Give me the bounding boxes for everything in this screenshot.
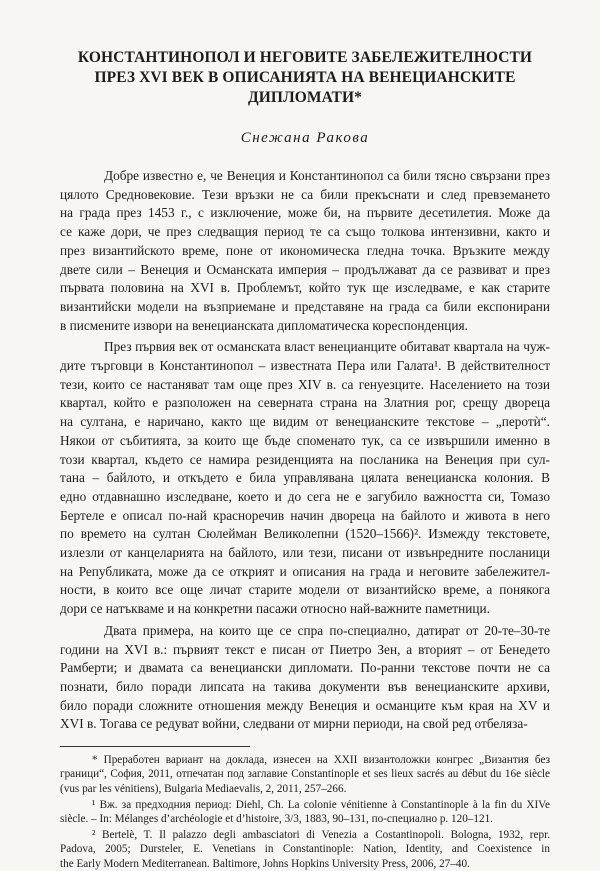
text-line: в писмените извори на венецианската дипломатическа кореспонденция. <box>60 317 468 333</box>
article-body <box>60 167 550 734</box>
footnote-line: ² Bertelè, T. Il palazzo degli ambasciatori di Venezia a Costantinopoli. Bologna, 1932, repr. <box>92 829 550 842</box>
text-line: XVI в. Тогава се редуват войни, следвани от мирни периоди, на свой ред отбеляза- <box>60 716 528 732</box>
footnote-divider <box>60 746 250 747</box>
text-line: се каже дори, че през следващия период те са също толкова интензивни, както и <box>60 224 550 240</box>
text-line: през византийското време, поне от икономическа гледна точка. Връзките между <box>60 242 550 258</box>
text-line: на султана, е наричано, както ще видим от венецианските текстове – „перотѝ“. <box>60 414 550 430</box>
footnotes <box>60 753 550 871</box>
footnote-0 <box>60 753 550 796</box>
text-line: излезли от канцеларията на байлото, или тези, писани от извънредните посланици <box>60 545 550 561</box>
text-line: било поради сложните отношения между Венеция и османците към края на XV и <box>60 697 550 713</box>
footnote-line: Padova, 2005; Dursteler, E. Venetians in Constantinople: Nation, Identity, and Coexistence in <box>60 843 550 856</box>
text-line: Бертеле е описал по-най красноречив начин двореца на байлото и живота в него <box>60 507 550 523</box>
text-line: на Републиката, може да се открият и описания на града и неговите забележител- <box>60 563 550 579</box>
text-line: Рамберти; и двамата са венециански дипломати. По-ранни текстове почти не са <box>60 660 550 676</box>
text-line: едно отдавнашно изследване, което и до сега не е загубило важността си, Томазо <box>60 488 550 504</box>
text-line: дите търговци в Константинопол – известната Пера или Галата¹. В действителност <box>60 358 550 374</box>
footnote-line: * Преработен вариант на доклада, изнесен на XXII византоложки конгрес „Византия без <box>92 754 550 767</box>
footnote-1 <box>60 798 550 826</box>
text-line: по времето на султан Сюлейман Великолепни (1520–1566)². Измежду текстовете, <box>60 526 550 542</box>
author-name: Снежана Ракова <box>240 130 370 146</box>
text-line: византийски модели на възприемане и представяне на града са били експонирани <box>60 298 550 314</box>
text-line: тана – байлото, и откъдето е била управлявана цялата венецианска колония. В <box>60 470 550 486</box>
text-line: познати, било поради липсата на такива документи във венецианските архиви, <box>60 678 550 694</box>
title-line-1: КОНСТАНТИНОПОЛ И НЕГОВИТЕ ЗАБЕЛЕЖИТЕЛНОСТИ <box>77 49 533 66</box>
text-line: двете сили – Венеция и Османската империя – продължават да се развиват и през <box>60 261 550 277</box>
footnote-line: ¹ Вж. за предходния период: Diehl, Ch. La colonie vénitienne à Constantinople à la fin du XIVe <box>92 798 550 811</box>
text-line: първата половина на XVI в. Проблемът, който тук ще изследваме, е как старите <box>60 280 550 296</box>
title-line-2: ПРЕЗ XVI ВЕК В ОПИСАНИЯТА НА ВЕНЕЦИАНСКИТЕ ДИПЛОМАТИ* <box>94 69 516 106</box>
text-line: Добре известно е, че Венеция и Константинопол са били тясно свързани през <box>104 168 550 183</box>
footnote-2 <box>60 828 550 871</box>
paragraph-3 <box>60 622 550 734</box>
text-line: дори се натъкваме и на конкретни пасажи относно най-важните паметници. <box>60 601 490 617</box>
article-title <box>60 48 550 108</box>
footnote-line: граници“, София, 2011, отпечатан под заглавие Constantinople et ses lieux sacrés au début du 16e siècle <box>60 768 550 781</box>
text-line: цялото Средновековие. Тези връзки не са били прекъснати и след превземането <box>60 186 550 202</box>
text-line: Някои от събитията, за които ще бъде споменато тук, са се извършили именно в <box>60 432 550 448</box>
footnote-line: the Early Modern Mediterranean. Baltimore, Johns Hopkins University Press, 2006, 27–40. <box>60 857 470 870</box>
footnote-line: siècle. – In: Mélanges d’archéologie et d’histoire, 3/3, 1883, 90–131, по-специално р. 120–121. <box>60 812 493 825</box>
text-line: През първия век от османската власт венецианците обитават квартала на чуж- <box>104 339 550 355</box>
text-line: години на XVI в.: първият текст е писан от Пиетро Зен, а вторият – от Бенедето <box>60 641 550 657</box>
footnote-line: (vus par les vénitiens), Bulgaria Mediaevalis, 2, 2011, 257–266. <box>60 782 347 795</box>
text-line: този квартал, където се намира резиденцията на посланика на Венеция при сул- <box>60 451 550 467</box>
text-line: квартал, който е разположен на северната страна на Златния рог, срещу двореца <box>60 395 550 411</box>
text-line: на града през 1453 г., с изключение, може би, на първите десетилетия. Може да <box>60 205 550 221</box>
paragraph-1 <box>60 167 550 335</box>
text-line: Двата примера, на които ще се спра по-специално, датират от 20-те–30-те <box>104 622 550 638</box>
text-line: ности, в които все още личат старите модели от византийско време, а понякога <box>60 582 550 598</box>
paragraph-2 <box>60 338 550 619</box>
text-line: тези, които се настаняват там още през XIV в. са генуезците. Населението на този <box>60 376 550 392</box>
